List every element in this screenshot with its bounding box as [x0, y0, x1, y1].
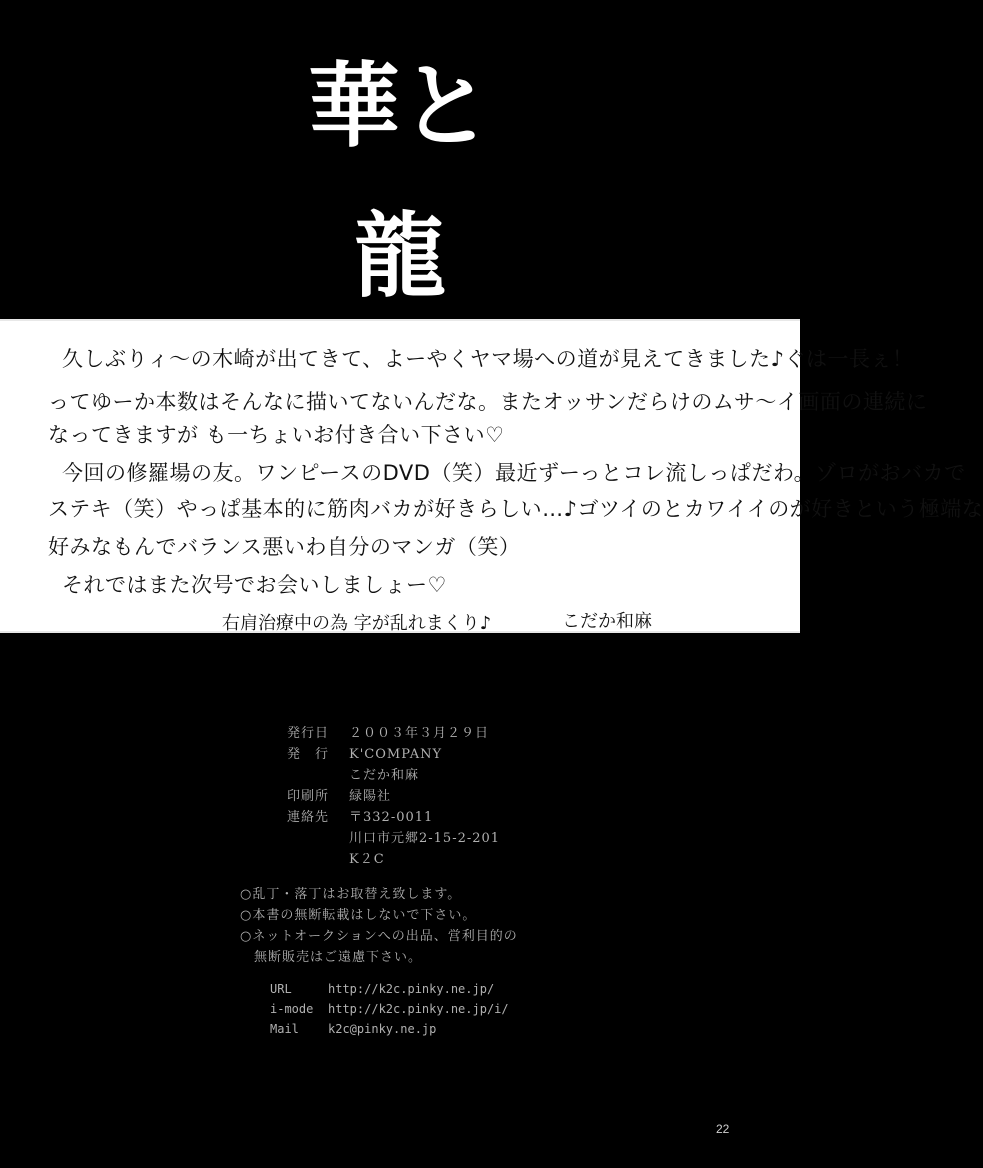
contact-row	[270, 1002, 509, 1016]
colophon-row	[287, 722, 489, 741]
afterword-note-panel	[0, 319, 983, 634]
colophon-row	[287, 743, 442, 762]
colophon-value: 緑陽社	[349, 789, 392, 804]
notice-line: ○本書の無断転載はしないで下さい。	[240, 908, 477, 923]
contact-row	[270, 1022, 436, 1036]
afterword-line: 久しぶりィ～の木崎が出てきて、よーやくヤマ場への道が見えてきました♪ぐは一長ぇ！	[62, 347, 914, 371]
afterword-line: なってきますが も一ちょいお付き合い下さい♡	[48, 423, 505, 447]
contact-url-link[interactable]: http://k2c.pinky.ne.jp/	[328, 982, 495, 996]
colophon-row	[287, 806, 433, 825]
colophon-label: 印刷所	[287, 789, 330, 804]
notice-line: 無断販売はご遠慮下さい。	[240, 950, 423, 965]
colophon-value: K'COMPANY	[349, 747, 443, 762]
colophon-value: こだか和麻	[349, 768, 420, 783]
colophon-row	[287, 785, 391, 804]
colophon-value: 川口市元郷2-15-2-201	[349, 831, 501, 846]
afterword-line: ステキ（笑）やっぱ基本的に筋肉バカが好きらしい…♪ゴツイのとカワイイのが好きという極端な	[48, 497, 983, 521]
colophon-row	[287, 764, 419, 783]
colophon-label: 発行日	[287, 726, 330, 741]
contact-label: i-mode	[270, 1002, 314, 1016]
colophon-value: 〒332-0011	[349, 810, 434, 825]
afterword-line: ってゆーか本数はそんなに描いてないんだな。またオッサンだらけのムサ～イ画面の連続に	[48, 390, 928, 414]
notice-line: ○乱丁・落丁はお取替え致します。	[240, 887, 462, 902]
contact-label: Mail	[270, 1022, 299, 1036]
contact-imode-link[interactable]: http://k2c.pinky.ne.jp/i/	[328, 1002, 509, 1016]
contact-row	[270, 982, 494, 996]
title-line-2: 龍	[353, 202, 446, 310]
colophon-label: 連絡先	[287, 810, 330, 825]
afterword-line: それではまた次号でお会いしましょー♡	[62, 573, 447, 597]
contact-label: URL	[270, 982, 292, 996]
title-line-1: 華と	[307, 52, 492, 160]
notice-line: ○ネットオークションへの出品、営利目的の	[240, 929, 518, 944]
afterword-line: 今回の修羅場の友。ワンピースのDVD（笑）最近ずーっとコレ流しっぱだわ。ゾロがおバカで	[62, 461, 966, 485]
page-number: 22	[716, 1122, 730, 1136]
afterword-line: 好みなもんでバランス悪いわ自分のマンガ（笑）	[48, 535, 521, 559]
colophon-row	[287, 848, 385, 867]
colophon-value: K２C	[349, 852, 385, 867]
colophon-value: ２００３年３月２９日	[349, 726, 490, 741]
colophon-label: 発 行	[287, 747, 330, 762]
contact-mail-link[interactable]: k2c@pinky.ne.jp	[328, 1022, 437, 1036]
afterword-postscript: 右肩治療中の為 字が乱れまくり♪	[222, 613, 492, 634]
colophon-row	[287, 827, 500, 846]
author-signature: こだか和麻	[562, 611, 652, 632]
